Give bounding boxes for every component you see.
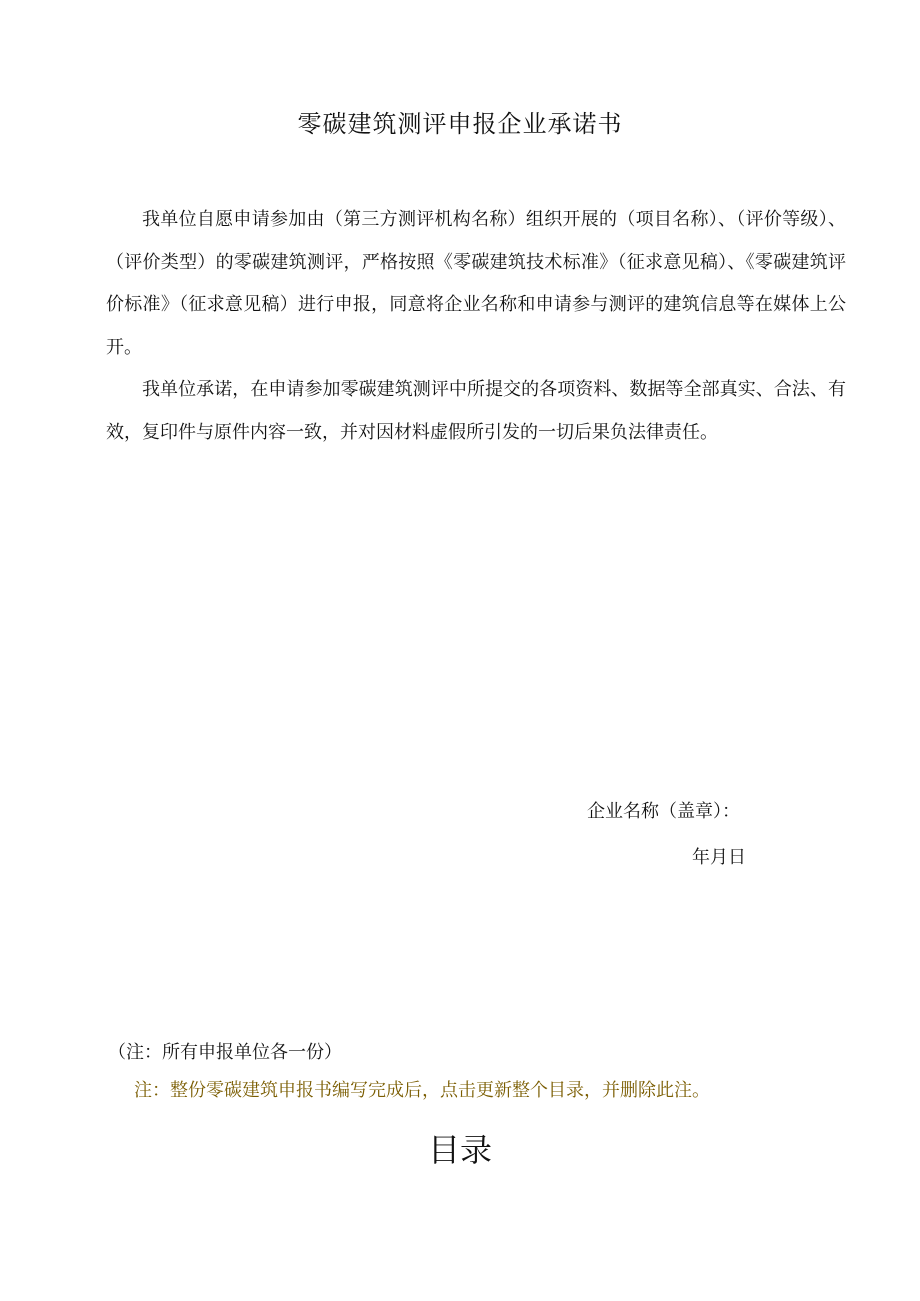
body-paragraph: 我单位自愿申请参加由（第三方测评机构名称）组织开展的（项目名称）、（评价等级）、（评价类型）的零碳建筑测评，严格按照《零碳建筑技术标准》（征求意见稿）、《零碳建筑评价标准》（征求意见稿）进行申报，同意将企业名称和申请参与测评的建筑信息等在媒体上公开。 (106, 209, 846, 358)
toc-heading: 目录 (427, 1131, 492, 1169)
document-title: 零碳建筑测评申报企业承诺书 (297, 110, 623, 138)
date-label: 年月日 (692, 847, 746, 868)
editor-note: 注：整份零碳建筑申报书编写完成后，点击更新整个目录，并删除此注。 (134, 1080, 710, 1101)
submission-note: （注：所有申报单位各一份） (108, 1042, 342, 1063)
signature-label: 企业名称（盖章）： (587, 801, 740, 822)
document-body (106, 199, 846, 454)
body-paragraph: 我单位承诺，在申请参加零碳建筑测评中所提交的各项资料、数据等全部真实、合法、有效，复印件与原件内容一致，并对因材料虚假所引发的一切后果负法律责任。 (106, 379, 846, 443)
